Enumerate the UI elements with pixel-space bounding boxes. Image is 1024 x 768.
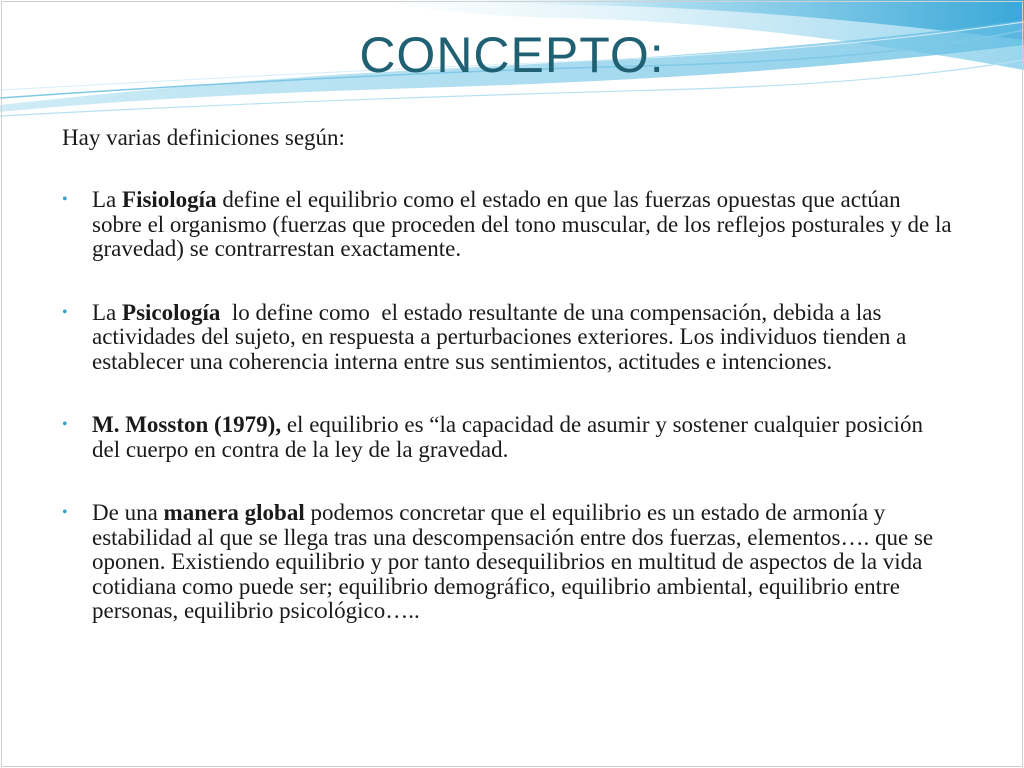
bullet-text-pre: La [92, 187, 123, 212]
bullet-text-pre: La [92, 299, 123, 325]
bullet-text-pre: De una [92, 500, 164, 525]
bullet-keyword: Psicología [122, 299, 221, 325]
intro-text: Hay varias definiciones según: [62, 125, 345, 150]
bullet-keyword: M. Mosston (1979), [92, 412, 282, 437]
slide-title: CONCEPTO: [359, 27, 665, 83]
bullet-keyword: manera global [163, 500, 305, 525]
bullet-mosston [62, 413, 952, 462]
bullet-icon: • [62, 416, 68, 433]
definition-list [62, 188, 952, 624]
bullet-icon: • [62, 504, 68, 521]
bullet-text-post: define el equilibrio como el estado en que las fuerzas opuestas que actúan sobre el organismo (fuerzas que proceden del tono muscular, de los reflejos posturales y de la gravedad) se contrarrestan exactamente. [92, 187, 952, 261]
bullet-manera-global [62, 501, 952, 624]
bullet-keyword: Fisiología [122, 187, 217, 212]
bullet-icon: • [62, 303, 68, 321]
bullet-fisiologia [62, 188, 952, 262]
bullet-text-post: lo define como el estado resultante de una compensación, debida a las actividades del sujeto, en respuesta a perturbaciones exteriores. Los individuos tienden a establecer una coherencia interna entre sus sentimientos, actitudes e intenciones. [92, 299, 913, 374]
bullet-icon: • [62, 191, 68, 208]
bullet-psicologia [62, 301, 952, 375]
bullet-text-post: podemos concretar que el equilibrio es un estado de armonía y estabilidad al que se llega tras una descompensación entre dos fuerzas, elementos…. que se oponen. Existiendo equilibrio y por tanto desequilibrios en multitud de aspectos de la vida cotidiana como puede ser; equilibrio demográfico, equilibrio ambiental, equilibrio entre personas, equilibrio psicológico….. [92, 500, 934, 623]
bullet-text-post: el equilibrio es “la capacidad de asumir y sostener cualquier posición del cuerpo en contra de la ley de la gravedad. [92, 412, 923, 462]
